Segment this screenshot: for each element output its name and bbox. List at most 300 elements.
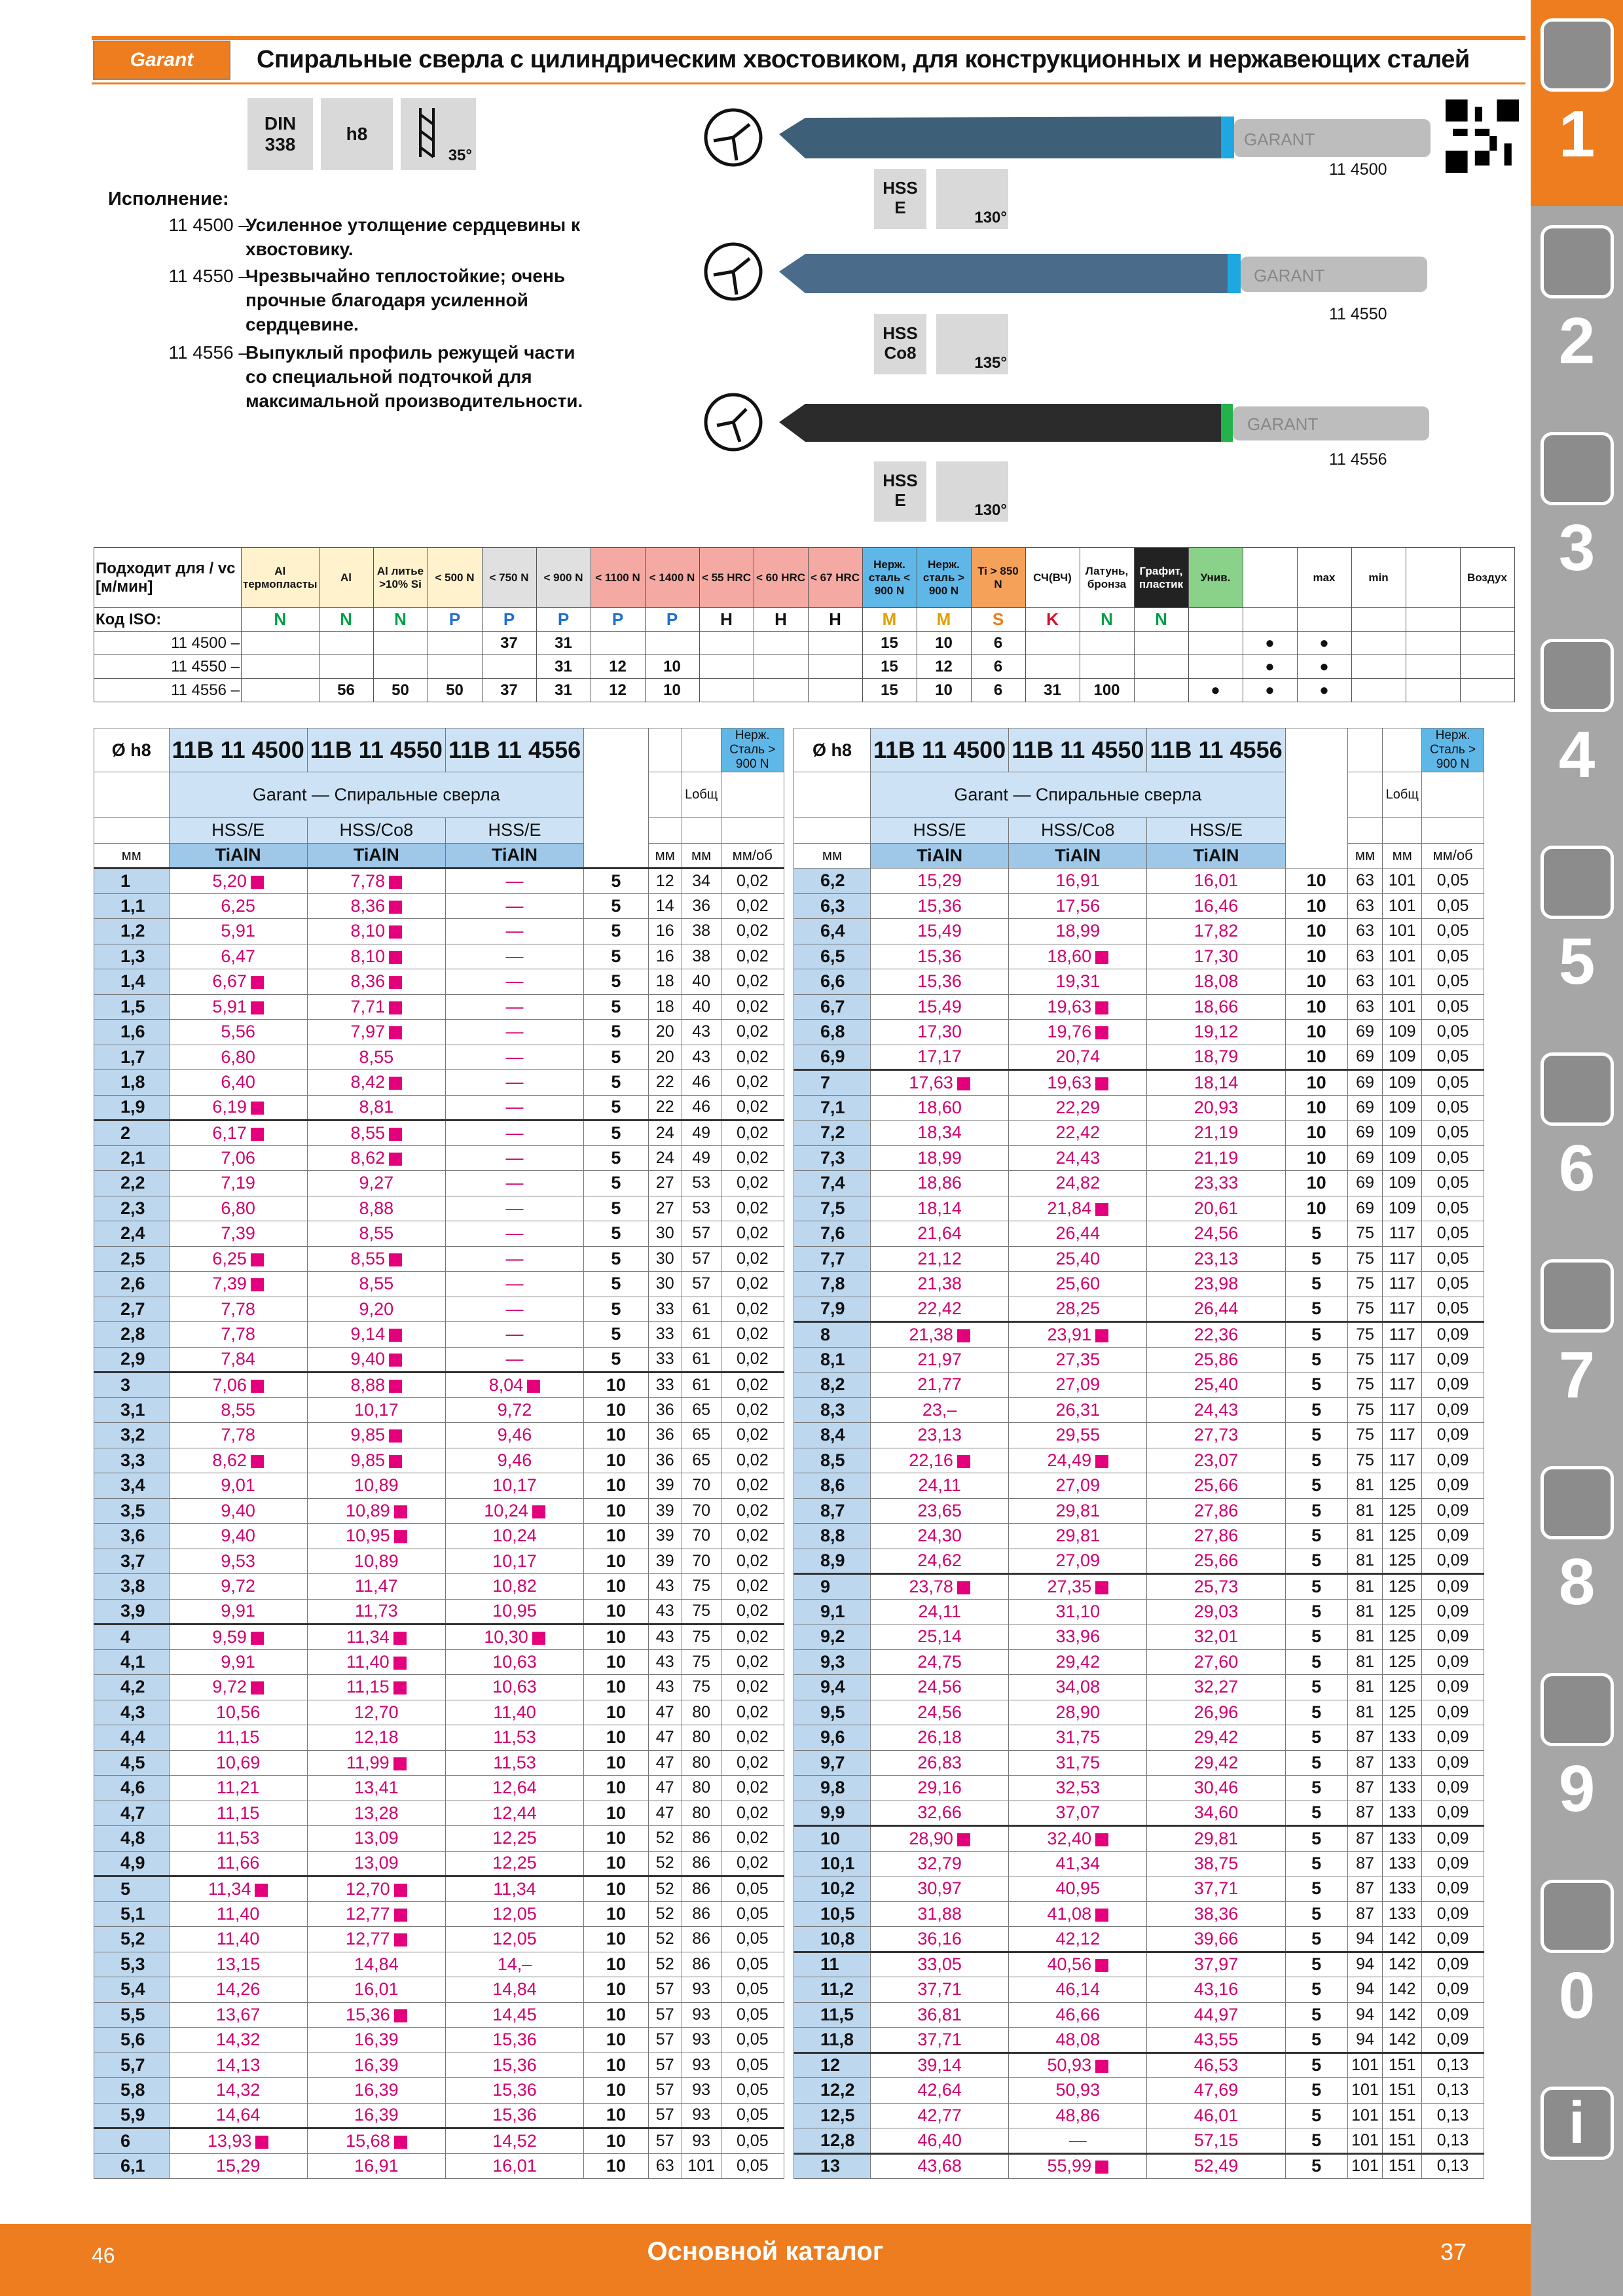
total-length-cell: 40 — [682, 994, 721, 1020]
diameter-cell: 1,2 — [94, 919, 170, 944]
price-cell: — — [445, 1347, 583, 1372]
cutting-speed-cell — [1080, 655, 1134, 679]
total-length-cell: 65 — [682, 1423, 721, 1448]
price-cell: 5,91 — [169, 919, 307, 944]
unit-header: мм — [1347, 843, 1383, 869]
price-cell: 17,30 — [1147, 944, 1285, 969]
total-length-cell: 117 — [1383, 1347, 1422, 1372]
flute-length-cell: 52 — [648, 1952, 682, 1977]
price-cell: 8,88 — [307, 1196, 445, 1221]
diameter-cell: 10,2 — [794, 1876, 871, 1902]
chapter-tab-9[interactable] — [1531, 1655, 1623, 1861]
pack-qty-cell: 5 — [584, 1145, 649, 1171]
price-cell: 16,01 — [1147, 869, 1285, 894]
stock-marker-icon — [389, 1253, 402, 1266]
feed-cell: 0,09 — [1422, 1448, 1484, 1473]
table-row — [94, 1725, 784, 1751]
price-cell: 10,63 — [445, 1649, 583, 1675]
stock-marker-icon — [532, 1505, 545, 1518]
pack-qty-cell: 5 — [1285, 1498, 1347, 1524]
table-row — [794, 1977, 1484, 2003]
iso-code-cell — [1188, 608, 1243, 632]
total-length-cell: 109 — [1383, 1171, 1422, 1196]
price-cell: 15,49 — [871, 994, 1009, 1020]
diameter-cell: 1,3 — [94, 944, 170, 969]
price-cell: 15,36 — [445, 2078, 583, 2104]
pack-qty-cell: 10 — [584, 1649, 649, 1675]
price-cell: 8,10 — [307, 944, 445, 969]
pack-qty-cell: 10 — [584, 1549, 649, 1574]
execution-text: Чрезвычайно теплостойкие; очень прочные благодаря усиленной сердцевине. — [246, 266, 566, 334]
pack-qty-cell: 10 — [584, 2053, 649, 2078]
feed-cell: 0,09 — [1422, 1901, 1484, 1927]
pack-qty-cell: 5 — [1285, 1675, 1347, 1700]
table-row — [794, 2028, 1484, 2053]
cutting-speed-cell — [699, 679, 754, 702]
price-cell: 16,91 — [307, 2153, 445, 2179]
pack-qty-cell: 5 — [1285, 1851, 1347, 1876]
feed-cell: 0,02 — [721, 1196, 784, 1221]
total-length-cell: 43 — [682, 1045, 721, 1070]
total-length-cell: 65 — [682, 1448, 721, 1473]
price-cell: 13,15 — [169, 1952, 307, 1977]
price-cell: 27,09 — [1009, 1372, 1147, 1398]
total-length-cell: 117 — [1383, 1423, 1422, 1448]
suit-label: Подходит для / vс [м/мин] — [94, 548, 242, 608]
total-length-cell: 43 — [682, 1020, 721, 1045]
chapter-number: 3 — [1558, 511, 1596, 584]
feed-cell: 0,09 — [1422, 1977, 1484, 2003]
pack-qty-cell: 5 — [584, 1121, 649, 1146]
flute-length-cell: 75 — [1347, 1397, 1383, 1423]
material-column-header: max — [1297, 548, 1351, 608]
chapter-tab-4[interactable] — [1531, 620, 1623, 827]
cutting-speed-cell: 37 — [482, 632, 536, 655]
table-row — [94, 1826, 784, 1852]
article-header: 11B 11 4556 — [445, 728, 583, 772]
pack-qty-cell: 5 — [1285, 1927, 1347, 1952]
pack-qty-cell: 5 — [1285, 1901, 1347, 1927]
material-line: HSS — [883, 471, 918, 490]
feed-cell: 0,09 — [1422, 1675, 1484, 1700]
price-cell: 9,85 — [307, 1448, 445, 1473]
diameter-cell: 7,2 — [794, 1121, 871, 1146]
pack-qty-cell: 5 — [584, 1297, 649, 1322]
stock-marker-icon — [251, 1681, 264, 1695]
price-cell: 31,75 — [1009, 1725, 1147, 1751]
price-cell: 42,77 — [871, 2103, 1009, 2128]
price-cell: 27,86 — [1147, 1498, 1285, 1524]
price-cell: 39,14 — [871, 2053, 1009, 2078]
material-line: Co8 — [884, 343, 917, 363]
pack-qty-cell: 10 — [584, 1599, 649, 1624]
iso-code-cell — [1243, 608, 1297, 632]
price-cell: — — [445, 969, 583, 995]
footer-left-page: 46 — [92, 2244, 115, 2267]
feed-cell: 0,05 — [721, 1977, 784, 2003]
chapter-tab-0[interactable] — [1531, 1861, 1623, 2068]
iso-code-cell: S — [971, 608, 1025, 632]
cutting-speed-cell — [1460, 679, 1514, 702]
stock-marker-icon — [393, 1757, 407, 1770]
flute-length-cell: 57 — [648, 2078, 682, 2104]
feed-cell: 0,09 — [1422, 1851, 1484, 1876]
table-row — [94, 1196, 784, 1221]
feed-cell: 0,05 — [1422, 919, 1484, 944]
total-length-cell: 142 — [1383, 1952, 1422, 1977]
table-row — [794, 1649, 1484, 1675]
pack-qty-cell: 10 — [1285, 1095, 1347, 1121]
table-row — [94, 994, 784, 1020]
diameter-cell: 10,5 — [794, 1901, 871, 1927]
total-length-cell: 46 — [682, 1095, 721, 1121]
diameter-cell: 2,6 — [94, 1272, 170, 1297]
iso-code-cell: N — [1080, 608, 1134, 632]
flute-length-cell: 75 — [1347, 1322, 1383, 1348]
length-icon — [648, 728, 682, 772]
total-length-cell: 93 — [682, 2103, 721, 2128]
table-row — [794, 1901, 1484, 1927]
total-length-cell: 70 — [682, 1549, 721, 1574]
chapter-tab-5[interactable] — [1531, 827, 1623, 1033]
price-cell: 9,27 — [307, 1171, 445, 1196]
pack-qty-cell: 5 — [584, 1246, 649, 1272]
flute-length-cell: 81 — [1347, 1675, 1383, 1700]
table-row — [94, 1675, 784, 1700]
feed-cell: 0,02 — [721, 1095, 784, 1121]
price-cell: 12,05 — [445, 1927, 583, 1952]
table-row — [94, 1851, 784, 1876]
price-cell: 31,88 — [871, 1901, 1009, 1927]
total-length-cell: 75 — [682, 1574, 721, 1600]
page-title: Спиральные сверла с цилиндрическим хвостовиком, для конструкционных и нержавеющих сталей — [257, 46, 1470, 73]
diameter-cell: 4,5 — [94, 1750, 170, 1776]
table-row — [94, 2028, 784, 2053]
cutting-speed-cell: ● — [1297, 632, 1351, 655]
stock-marker-icon — [957, 1833, 970, 1846]
feed-cell: 0,02 — [721, 994, 784, 1020]
stock-marker-icon — [1095, 1026, 1108, 1039]
table-cell — [1422, 818, 1484, 844]
price-cell: — — [445, 1246, 583, 1272]
price-cell: 21,12 — [871, 1246, 1009, 1272]
total-length-cell: 133 — [1383, 1826, 1422, 1852]
cutting-speed-cell — [1025, 632, 1080, 655]
feed-cell: 0,13 — [1422, 2053, 1484, 2078]
cutting-speed-cell — [1188, 655, 1243, 679]
price-cell: 9,46 — [445, 1448, 583, 1473]
price-cell: 9,14 — [307, 1322, 445, 1348]
feed-cell: 0,09 — [1422, 1776, 1484, 1801]
flute-length-cell: 57 — [648, 2002, 682, 2028]
table-row — [94, 869, 784, 894]
price-cell: 43,68 — [871, 2153, 1009, 2179]
table-row — [94, 1498, 784, 1524]
feed-cell: 0,02 — [721, 1624, 784, 1650]
price-cell: 31,75 — [1009, 1750, 1147, 1776]
diameter-cell: 2 — [94, 1121, 170, 1146]
table-row — [794, 869, 1484, 894]
pack-qty-cell: 10 — [584, 2028, 649, 2053]
pack-qty-cell: 10 — [584, 1876, 649, 1902]
feed-cell: 0,09 — [1422, 1397, 1484, 1423]
cutting-speed-cell: 31 — [536, 679, 591, 702]
execution-title: Исполнение: — [108, 188, 229, 209]
pack-qty-cell: 5 — [1285, 1624, 1347, 1650]
material-column-header: Al — [319, 548, 373, 608]
flute-length-cell: 63 — [1347, 869, 1383, 894]
price-cell: 24,62 — [871, 1549, 1009, 1574]
pack-qty-cell: 5 — [1285, 1750, 1347, 1776]
table-row — [794, 1952, 1484, 1977]
flute-length-cell: 63 — [1347, 994, 1383, 1020]
workbench-icon — [1541, 1466, 1614, 1539]
iso-code-cell: P — [482, 608, 536, 632]
diameter-cell: 6 — [94, 2128, 170, 2154]
total-length-cell: 109 — [1383, 1045, 1422, 1070]
price-cell: — — [445, 1171, 583, 1196]
flute-length-cell: 43 — [648, 1675, 682, 1700]
diameter-cell: 4,8 — [94, 1826, 170, 1852]
flute-length-cell: 43 — [648, 1574, 682, 1600]
flute-length-cell: 87 — [1347, 1851, 1383, 1876]
chapter-number: 1 — [1558, 98, 1596, 171]
cutting-speed-cell — [1351, 679, 1406, 702]
feed-cell: 0,02 — [721, 1297, 784, 1322]
unit-header: мм — [648, 843, 682, 869]
flute-length-cell: 12 — [648, 869, 682, 894]
table-row — [794, 1700, 1484, 1725]
diameter-cell: 4,7 — [94, 1801, 170, 1826]
flute-length-cell: 39 — [648, 1473, 682, 1499]
total-length-cell: 151 — [1383, 2153, 1422, 2179]
chapter-number: 4 — [1558, 718, 1596, 791]
price-cell: 29,81 — [1009, 1524, 1147, 1549]
cutting-speed-cell: 6 — [971, 655, 1025, 679]
stock-marker-icon — [389, 925, 402, 939]
chapter-tab-3[interactable] — [1531, 414, 1623, 620]
price-cell: 16,46 — [1147, 893, 1285, 919]
pack-qty-cell: 5 — [1285, 1574, 1347, 1600]
tolerance-badge: h8 — [321, 98, 393, 170]
stock-marker-icon — [1095, 1909, 1108, 1922]
stock-marker-icon — [1095, 2161, 1108, 2174]
price-cell: 6,80 — [169, 1196, 307, 1221]
safety-icon — [1541, 1880, 1614, 1953]
insert-icon — [1541, 225, 1614, 298]
diameter-cell: 5,8 — [94, 2078, 170, 2104]
caliper-icon — [1541, 639, 1614, 712]
flute-length-cell: 22 — [648, 1095, 682, 1121]
flute-length-cell: 36 — [648, 1423, 682, 1448]
price-cell: 27,09 — [1009, 1473, 1147, 1499]
price-cell: 28,25 — [1009, 1297, 1147, 1322]
article-header: 11B 11 4500 — [871, 728, 1009, 772]
cutting-speed-cell — [1406, 632, 1460, 655]
price-cell: 28,90 — [1009, 1700, 1147, 1725]
price-cell: 21,19 — [1147, 1145, 1285, 1171]
total-length-cell: 109 — [1383, 1070, 1422, 1096]
diameter-cell: 12,5 — [794, 2103, 871, 2128]
diameter-cell: 13 — [794, 2153, 871, 2179]
cutting-speed-cell: 10 — [645, 655, 699, 679]
cutting-speed-cell: 12 — [591, 655, 645, 679]
table-cell — [794, 772, 871, 818]
brand-description: Garant — Спиральные сверла — [169, 772, 584, 818]
flute-length-cell: 75 — [1347, 1347, 1383, 1372]
price-cell: 27,86 — [1147, 1524, 1285, 1549]
diameter-cell: 2,4 — [94, 1221, 170, 1247]
table-row — [94, 1297, 784, 1322]
table-row — [94, 1070, 784, 1096]
price-cell: 8,42 — [307, 1070, 445, 1096]
price-cell: 12,25 — [445, 1851, 583, 1876]
price-cell: 7,39 — [169, 1272, 307, 1297]
chapter-tab-i[interactable] — [1531, 2068, 1623, 2199]
drill-table-right — [793, 728, 1484, 2179]
feed-cell: 0,02 — [721, 1750, 784, 1776]
diameter-cell: 1,7 — [94, 1045, 170, 1070]
price-cell: 7,06 — [169, 1372, 307, 1398]
feed-cell: 0,05 — [1422, 1196, 1484, 1221]
pack-qty-cell: 5 — [1285, 1272, 1347, 1297]
price-cell: 36,81 — [871, 2002, 1009, 2028]
price-cell: 19,12 — [1147, 1020, 1285, 1045]
feed-cell: 0,05 — [1422, 893, 1484, 919]
feed-cell: 0,05 — [721, 1876, 784, 1902]
diameter-cell: 9,9 — [794, 1801, 871, 1826]
pack-qty-cell: 5 — [1285, 1599, 1347, 1624]
cutting-speed-cell: 31 — [536, 655, 591, 679]
pack-qty-cell: 10 — [584, 1448, 649, 1473]
flute-length-cell: 39 — [648, 1498, 682, 1524]
total-length-cell: 93 — [682, 1977, 721, 2003]
flute-length-cell: 63 — [648, 2153, 682, 2179]
price-cell: 7,78 — [169, 1423, 307, 1448]
price-cell: 14,32 — [169, 2028, 307, 2053]
flute-length-cell: 94 — [1347, 1927, 1383, 1952]
point-angle-badge — [936, 461, 1008, 522]
total-length-cell: 101 — [1383, 994, 1422, 1020]
point-angle-value: 130° — [974, 501, 1007, 519]
chapter-tab-8[interactable] — [1531, 1448, 1623, 1654]
table-row — [94, 1045, 784, 1070]
diameter-cell: 8,1 — [794, 1347, 871, 1372]
cutting-speed-cell — [699, 632, 754, 655]
price-cell: 25,40 — [1147, 1372, 1285, 1398]
flute-length-cell: 36 — [648, 1448, 682, 1473]
total-length-cell: 61 — [682, 1372, 721, 1398]
price-cell: 29,42 — [1147, 1750, 1285, 1776]
feed-cell: 0,09 — [1422, 2002, 1484, 2028]
flute-length-cell: 81 — [1347, 1599, 1383, 1624]
cutting-speed-cell — [428, 655, 482, 679]
flute-length-cell: 63 — [1347, 944, 1383, 969]
flute-length-cell: 75 — [1347, 1297, 1383, 1322]
pack-qty-cell: 10 — [584, 1776, 649, 1801]
diameter-cell: 11 — [794, 1952, 871, 1977]
price-cell: — — [445, 994, 583, 1020]
flute-length-cell: 52 — [648, 1826, 682, 1852]
diameter-cell: 4,2 — [94, 1675, 170, 1700]
product-code: 11 4500 – — [94, 632, 242, 655]
chapter-tab-1[interactable] — [1531, 0, 1623, 206]
pack-qty-cell: 10 — [584, 1624, 649, 1650]
cutting-speed-cell: 37 — [482, 679, 536, 702]
iso-code-cell — [1406, 608, 1460, 632]
pack-qty-cell: 5 — [1285, 2128, 1347, 2154]
diameter-cell: 2,5 — [94, 1246, 170, 1272]
product-code: 11 4550 – — [94, 655, 242, 679]
steel-header: Нерж. Сталь > 900 N — [721, 728, 784, 772]
chapter-tab-7[interactable] — [1531, 1241, 1623, 1447]
table-row — [794, 1574, 1484, 1600]
price-cell: 26,96 — [1147, 1700, 1285, 1725]
price-cell: 15,36 — [307, 2002, 445, 2028]
stock-marker-icon — [389, 976, 402, 989]
price-cell: 16,01 — [445, 2153, 583, 2179]
footer-page-number: 37 — [1440, 2238, 1467, 2265]
stock-marker-icon — [957, 1329, 970, 1342]
table-row — [94, 1801, 784, 1826]
cutting-speed-cell — [1406, 655, 1460, 679]
total-length-cell: 151 — [1383, 2053, 1422, 2078]
execution-item — [167, 340, 586, 414]
pack-qty-cell: 10 — [1285, 1145, 1347, 1171]
table-row — [94, 1549, 784, 1574]
price-cell: 37,97 — [1147, 1952, 1285, 1977]
price-cell: 17,17 — [871, 1045, 1009, 1070]
chapter-tab-2[interactable] — [1531, 207, 1623, 413]
price-cell: 25,66 — [1147, 1549, 1285, 1574]
table-row — [794, 1423, 1484, 1448]
feed-cell: 0,05 — [1422, 1221, 1484, 1247]
iso-code-cell: P — [428, 608, 482, 632]
flute-length-cell: 24 — [648, 1121, 682, 1146]
feed-cell: 0,05 — [1422, 1246, 1484, 1272]
total-length-cell: 36 — [682, 893, 721, 919]
feed-cell: 0,02 — [721, 1675, 784, 1700]
feed-cell: 0,02 — [721, 1322, 784, 1348]
pack-qty-cell: 5 — [1285, 1826, 1347, 1852]
pack-qty-cell: 5 — [1285, 1347, 1347, 1372]
table-cell — [94, 772, 170, 818]
price-cell: 14,45 — [445, 2002, 583, 2028]
pack-qty-cell: 10 — [584, 1725, 649, 1751]
price-cell: 11,99 — [307, 1750, 445, 1776]
price-cell: 11,53 — [445, 1750, 583, 1776]
execution-code: 11 4550 – — [168, 266, 249, 286]
flute-length-cell: 52 — [648, 1876, 682, 1902]
coating-header: TiAlN — [169, 843, 307, 869]
table-cell — [1383, 818, 1422, 844]
feed-cell: 0,09 — [1422, 1700, 1484, 1725]
pack-qty-cell: 5 — [1285, 2002, 1347, 2028]
cutting-speed-cell: 31 — [1025, 679, 1080, 702]
cutting-speed-cell: ● — [1188, 679, 1243, 702]
pack-qty-cell: 10 — [1285, 893, 1347, 919]
price-cell: 15,36 — [871, 944, 1009, 969]
price-cell: 25,66 — [1147, 1473, 1285, 1499]
chapter-tab-6[interactable] — [1531, 1034, 1623, 1240]
diameter-cell: 2,7 — [94, 1297, 170, 1322]
flute-length-cell: 52 — [648, 1851, 682, 1876]
table-row — [794, 1121, 1484, 1146]
flute-length-cell: 36 — [648, 1397, 682, 1423]
price-cell: 10,95 — [307, 1524, 445, 1549]
flute-length-cell: 47 — [648, 1801, 682, 1826]
feed-cell: 0,05 — [721, 2128, 784, 2154]
